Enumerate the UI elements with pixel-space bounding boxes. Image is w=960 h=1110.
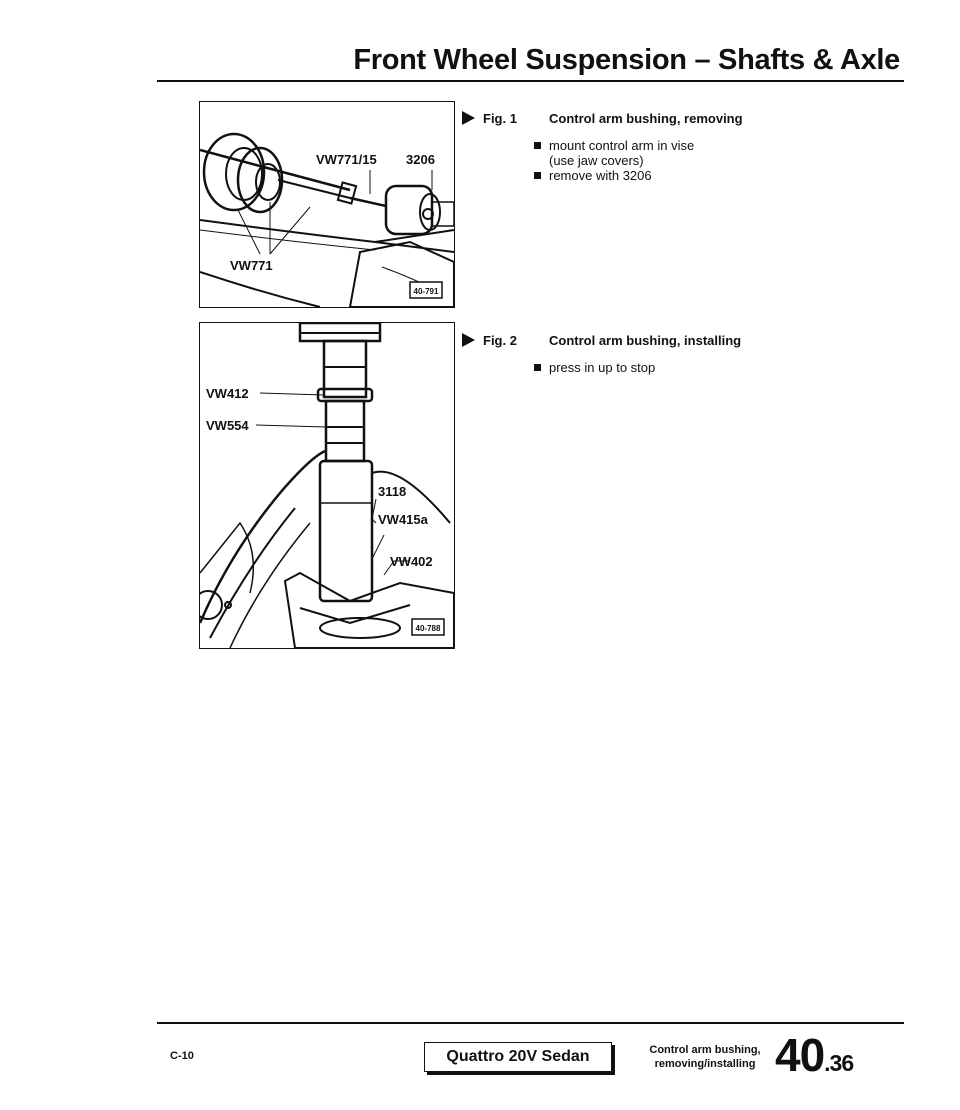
bullet-icon	[534, 364, 541, 371]
bullet-icon	[534, 172, 541, 179]
page-id: C-10	[170, 1050, 194, 1062]
step-item: remove with 3206	[534, 168, 743, 183]
model-badge: Quattro 20V Sedan	[424, 1042, 612, 1072]
step-item: press in up to stop	[534, 360, 741, 375]
pointer-arrow-icon	[462, 333, 475, 347]
figure-2-caption	[462, 330, 741, 375]
bushing-install-drawing	[200, 323, 454, 648]
callout-3206: 3206	[406, 152, 435, 167]
step-item: mount control arm in vise (use jaw covers)	[534, 138, 743, 168]
callout-vw412: VW412	[206, 386, 249, 401]
figure-label: Fig. 2	[483, 332, 517, 348]
callout-vw554: VW554	[206, 418, 249, 433]
figure-title: Control arm bushing, removing	[549, 110, 743, 126]
bullet-icon	[534, 142, 541, 149]
bushing-removal-drawing	[200, 102, 454, 307]
figure-ref-number: 40-791	[413, 287, 439, 296]
figure-1-illustration	[199, 101, 455, 308]
callout-vw402: VW402	[390, 554, 433, 569]
figure-1-caption	[462, 108, 743, 183]
header-rule	[157, 80, 904, 82]
callout-vw415a: VW415a	[378, 512, 428, 527]
callout-vw771: VW771	[230, 258, 273, 273]
figure-ref-number: 40-788	[415, 624, 441, 633]
step-list	[534, 360, 741, 375]
page-title: Front Wheel Suspension – Shafts & Axle	[353, 44, 900, 76]
step-list	[534, 138, 743, 183]
pointer-arrow-icon	[462, 111, 475, 125]
footer-description: Control arm bushing, removing/installing	[649, 1044, 761, 1070]
callout-3118: 3118	[378, 484, 407, 499]
figure-2-illustration	[199, 322, 455, 649]
figure-label: Fig. 1	[483, 110, 517, 126]
callout-vw771-15: VW771/15	[316, 152, 377, 167]
figure-title: Control arm bushing, installing	[549, 332, 742, 348]
footer-rule	[157, 1022, 904, 1024]
section-number: 40.36	[775, 1029, 854, 1081]
